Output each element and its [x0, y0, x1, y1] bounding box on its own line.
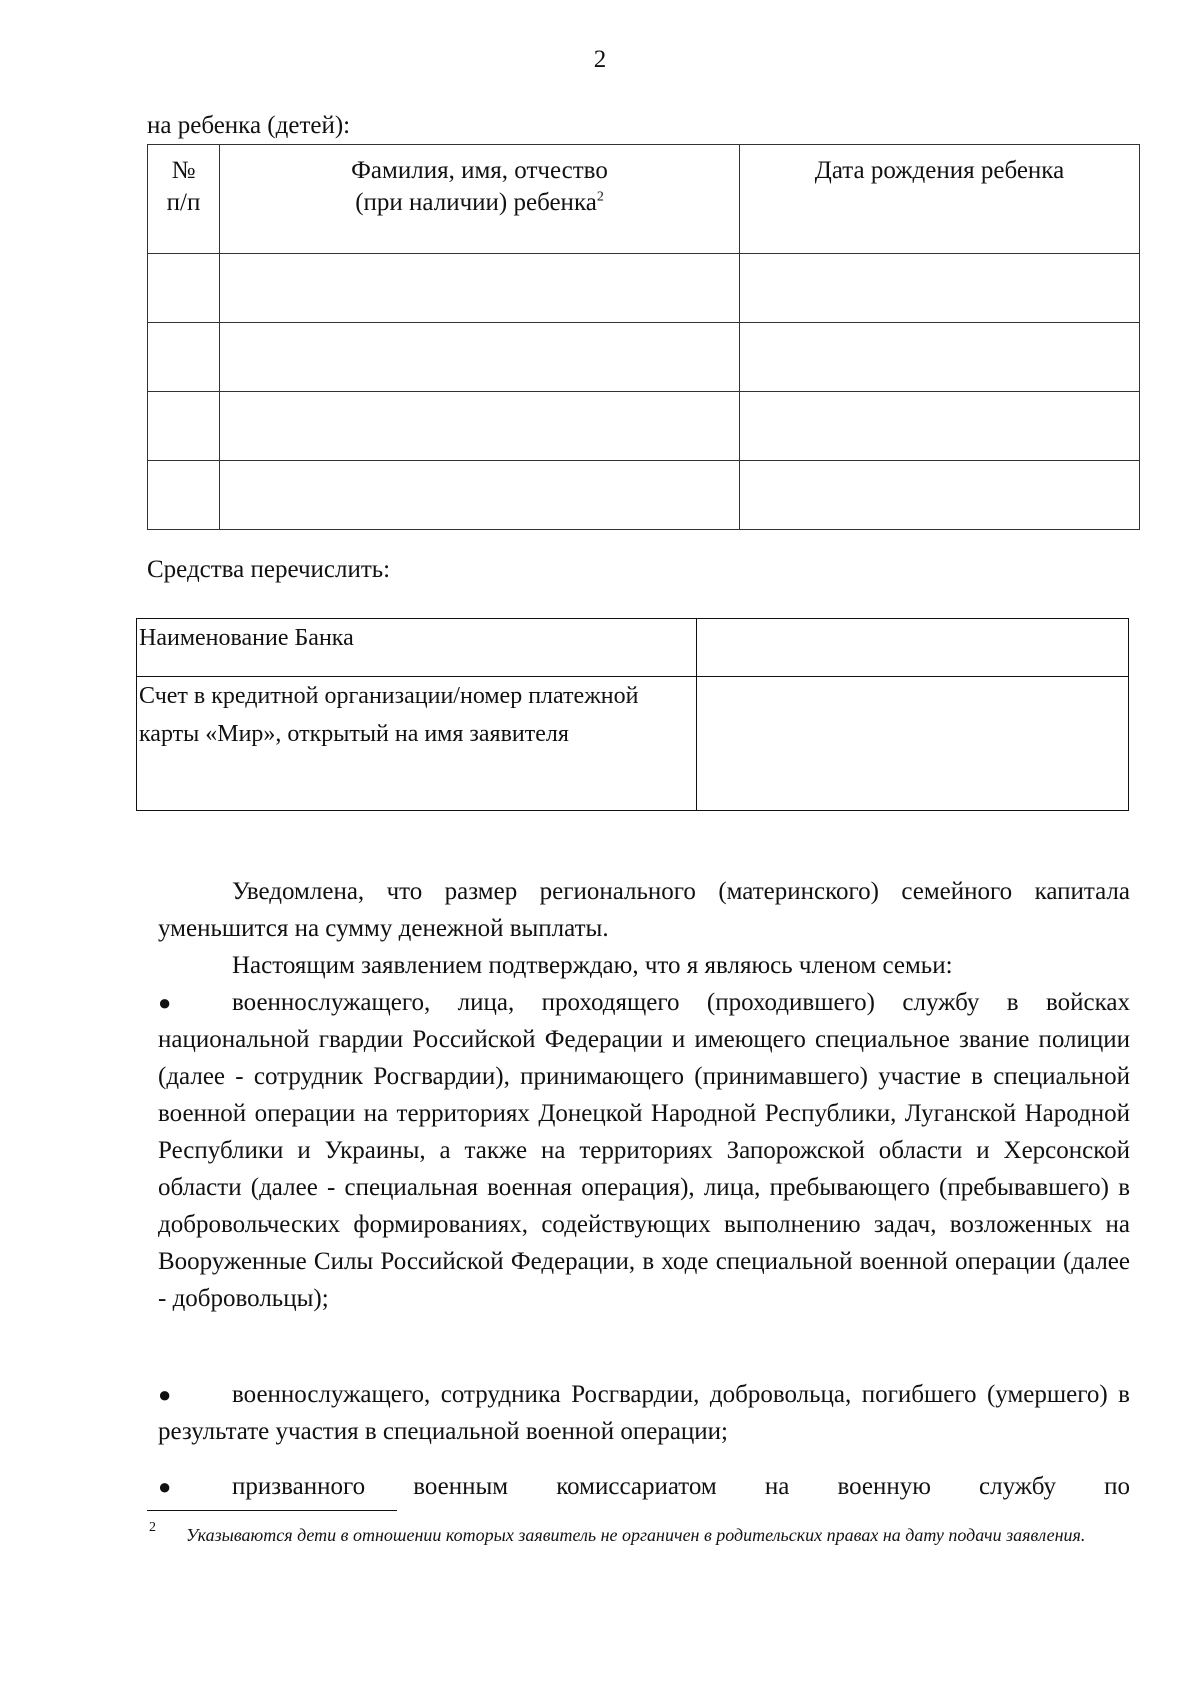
bullet-item — [158, 1468, 1130, 1505]
table-cell[interactable] — [148, 461, 220, 530]
table-row — [148, 323, 1140, 392]
children-table-header — [148, 145, 1140, 254]
table-row — [137, 677, 1129, 811]
funds-transfer-label: Средства перечислить: — [147, 556, 391, 583]
bullet-item — [158, 1376, 1130, 1450]
account-label: Счет в кредитной организации/номер платежной карты «Мир», открытый на имя заявителя — [137, 677, 697, 811]
table-cell[interactable] — [148, 254, 220, 323]
table-cell[interactable] — [740, 461, 1140, 530]
table-cell[interactable] — [740, 323, 1140, 392]
page-number: 2 — [593, 46, 607, 73]
bank-details-table — [136, 618, 1129, 811]
bullet-text: призванного военным комиссариатом на военную службу по — [232, 1473, 1130, 1500]
children-section-label: на ребенка (детей): — [147, 112, 351, 139]
bullet-item — [158, 984, 1130, 1317]
notice-paragraph: Уведомлена, что размер регионального (материнского) семейного капитала уменьшится на сумму денежной выплаты. — [158, 878, 1130, 942]
table-row — [148, 254, 1140, 323]
document-body-continued — [158, 1376, 1130, 1450]
table-cell[interactable] — [148, 392, 220, 461]
table-cell[interactable] — [220, 254, 740, 323]
table-row — [137, 619, 1129, 677]
column-birthdate-header — [740, 145, 1140, 254]
column-name-line2: (при наличии) ребенка — [355, 189, 597, 216]
table-cell[interactable] — [148, 323, 220, 392]
bullet-text: военнослужащего, лица, проходящего (проходившего) службу в войсках национальной гвардии Российской Федерации и имеющего специальное звание полиции (далее - сотрудник Росгвардии), принимающего (принимавшего) участие в специальной военной операции на территориях Донецкой Народной Республики, Луганской Народной Республики и Украины, а также на территориях Запорожской области и Херсонской области (далее - специальная военная операция), лица, пребывающего (пребывавшего) в добровольческих формированиях, содействующих выполнению задач, возложенных на Вооруженные Силы Российской Федерации, в ходе специальной военной операции (далее - добровольцы); — [158, 989, 1130, 1312]
column-number-header — [148, 145, 220, 254]
table-cell[interactable] — [740, 254, 1140, 323]
bullet-icon: ● — [158, 1474, 172, 1499]
confirm-paragraph: Настоящим заявлением подтверждаю, что я являюсь членом семьи: — [232, 952, 953, 979]
footnote-text: Указываются дети в отношении которых заявитель не органичен в родительских правах на дату подачи заявления. — [186, 1525, 1086, 1545]
bullet-icon: ● — [158, 990, 172, 1015]
table-row — [148, 461, 1140, 530]
document-body — [158, 873, 1130, 1317]
children-table — [147, 144, 1140, 530]
table-row — [148, 392, 1140, 461]
bank-name-label: Наименование Банка — [137, 619, 697, 677]
column-name-header — [220, 145, 740, 254]
column-name-line1: Фамилия, имя, отчество — [351, 157, 608, 184]
table-cell[interactable] — [740, 392, 1140, 461]
footnote-mark: 2 — [149, 1520, 156, 1535]
table-cell[interactable] — [220, 461, 740, 530]
bullet-text: военнослужащего, сотрудника Росгвардии, добровольца, погибшего (умершего) в результате участия в специальной военной операции; — [158, 1381, 1130, 1445]
document-body-last — [158, 1468, 1130, 1505]
bullet-icon: ● — [158, 1382, 172, 1407]
column-number-line2: п/п — [166, 189, 201, 216]
table-cell[interactable] — [220, 392, 740, 461]
column-birthdate-label: Дата рождения ребенка — [814, 157, 1065, 184]
bank-name-field[interactable] — [697, 619, 1129, 677]
column-number-line1: № — [171, 157, 196, 184]
table-cell[interactable] — [220, 323, 740, 392]
account-field[interactable] — [697, 677, 1129, 811]
footnote-divider — [147, 1510, 397, 1511]
footnote-reference: 2 — [596, 189, 604, 205]
